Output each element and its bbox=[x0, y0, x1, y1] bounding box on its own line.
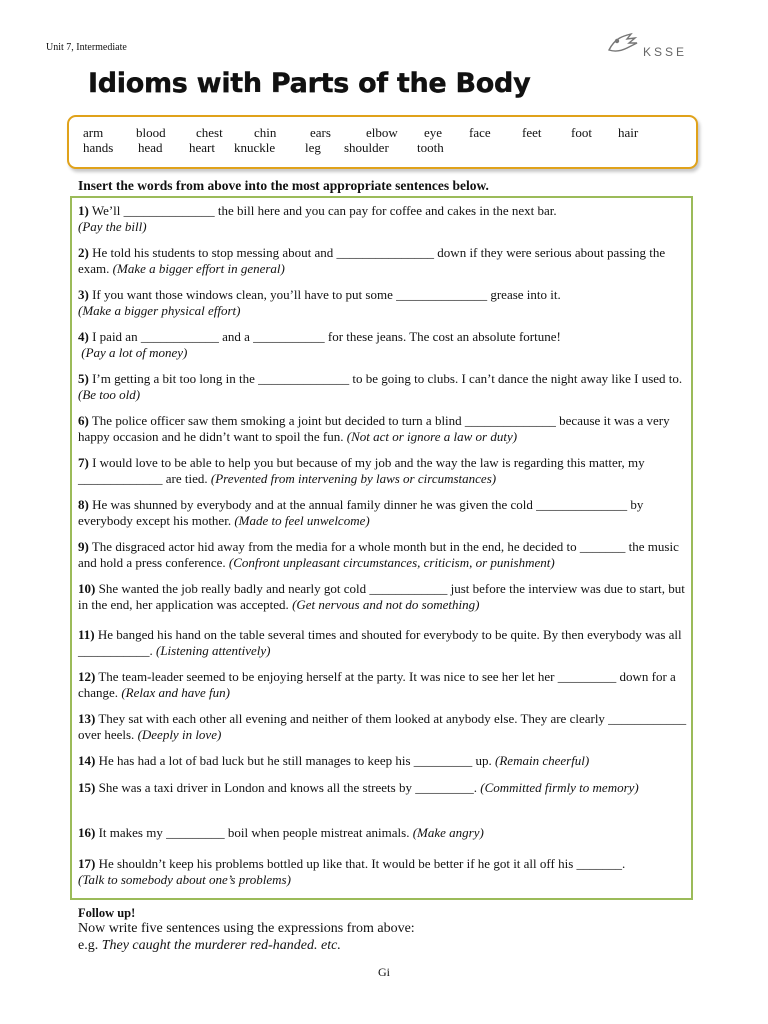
exercise-number: 15) bbox=[78, 780, 96, 795]
exercise-number: 12) bbox=[78, 669, 96, 684]
exercise-text: They sat with each other all evening and neither of them looked at anybody else. They are clearly ____________ over heels. bbox=[78, 711, 687, 742]
exercise-item bbox=[78, 581, 688, 612]
word-item: arm bbox=[83, 125, 104, 140]
exercise-item bbox=[78, 856, 688, 887]
exercise-item bbox=[78, 245, 688, 276]
exercise-text: He banged his hand on the table several times and shouted for everybody to be quite. By then everybody was all ___________. bbox=[78, 627, 682, 658]
exercise-item bbox=[78, 539, 688, 570]
exercise-hint: (Make a bigger physical effort) bbox=[78, 302, 241, 318]
exercise-text: He has had a lot of bad luck but he still manages to keep his _________ up. bbox=[95, 753, 496, 768]
exercise-number: 1) bbox=[78, 203, 89, 218]
exercise-number: 2) bbox=[78, 245, 89, 260]
exercise-text: She was a taxi driver in London and knows all the streets by _________. bbox=[95, 780, 481, 795]
exercise-text: He told his students to stop messing about and _______________ down if they were serious about passing the exam. bbox=[78, 245, 666, 276]
exercise-hint: (Relax and have fun) bbox=[121, 684, 230, 700]
exercise-number: 17) bbox=[78, 856, 96, 871]
word-item: foot bbox=[571, 125, 592, 140]
exercise-hint: (Make angry) bbox=[412, 825, 484, 840]
exercise-number: 5) bbox=[78, 371, 89, 386]
exercise-item bbox=[78, 329, 688, 360]
exercise-text: I’m getting a bit too long in the ______________ to be going to clubs. I can’t dance the night away like I used to. bbox=[88, 371, 683, 386]
exercise-hint: (Pay the bill) bbox=[78, 218, 147, 234]
exercise-text: The disgraced actor hid away from the media for a whole month but in the end, he decided to _______ the music and hold a press conference. bbox=[78, 539, 679, 570]
exercise-text: We’ll ______________ the bill here and you can pay for coffee and cakes in the next bar. bbox=[88, 203, 557, 218]
word-item: chest bbox=[196, 125, 223, 140]
exercise-number: 13) bbox=[78, 711, 96, 726]
word-item: heart bbox=[189, 140, 215, 155]
word-item: hands bbox=[83, 140, 114, 155]
exercise-number: 4) bbox=[78, 329, 89, 344]
exercise-item bbox=[78, 780, 688, 796]
exercise-number: 9) bbox=[78, 539, 89, 554]
exercise-text: He shouldn’t keep his problems bottled up like that. It would be better if he got it all off his _______. bbox=[95, 856, 626, 871]
word-bank-row-2 bbox=[83, 140, 683, 156]
word-item: chin bbox=[254, 125, 277, 140]
follow-up-heading: Follow up! bbox=[78, 906, 136, 920]
word-item: knuckle bbox=[234, 140, 276, 155]
exercise-item bbox=[78, 371, 688, 402]
exercise-hint: (Talk to somebody about one’s problems) bbox=[78, 871, 291, 887]
exercise-number: 8) bbox=[78, 497, 89, 512]
exercise-item bbox=[78, 627, 688, 658]
word-item: eye bbox=[424, 125, 443, 140]
exercise-text: If you want those windows clean, you’ll have to put some ______________ grease into it. bbox=[88, 287, 561, 302]
instruction-text: Insert the words from above into the most appropriate sentences below. bbox=[78, 178, 489, 193]
example-sentence: They caught the murderer red-handed. etc. bbox=[101, 938, 341, 953]
follow-up-instruction: Now write five sentences using the expressions from above: bbox=[78, 921, 415, 936]
exercise-item bbox=[78, 711, 688, 742]
exercise-text: The team-leader seemed to be enjoying herself at the party. It was nice to see her let her _________ down for a change. bbox=[78, 669, 676, 700]
exercise-item bbox=[78, 287, 688, 318]
exercise-number: 7) bbox=[78, 455, 89, 470]
word-bank-row-1 bbox=[83, 125, 683, 141]
word-item: elbow bbox=[366, 125, 398, 140]
exercise-item bbox=[78, 669, 688, 700]
exercise-number: 14) bbox=[78, 753, 96, 768]
exercise-hint: (Be too old) bbox=[78, 386, 141, 402]
example-prefix: e.g. bbox=[78, 938, 102, 953]
exercise-hint: (Get nervous and not do something) bbox=[292, 596, 480, 612]
exercise-number: 11) bbox=[78, 627, 95, 642]
exercise-hint: (Make a bigger effort in general) bbox=[112, 260, 285, 276]
exercise-text: I paid an ____________ and a ___________ for these jeans. The cost an absolute fortune! bbox=[88, 329, 561, 344]
word-item: shoulder bbox=[344, 140, 389, 155]
exercise-text: The police officer saw them smoking a joint but decided to turn a blind ______________ because it was a very happy occasion and he didn’t want to spoil the fun. bbox=[78, 413, 670, 444]
ksse-logo bbox=[605, 30, 705, 70]
word-item: ears bbox=[310, 125, 331, 140]
exercise-text: She wanted the job really badly and nearly got cold ____________ just before the interview was due to start, but in the end, her application was accepted. bbox=[78, 581, 685, 612]
exercise-text: He was shunned by everybody and at the annual family dinner he was given the cold ______________ by everybody except his mother. bbox=[78, 497, 644, 528]
exercise-number: 3) bbox=[78, 287, 89, 302]
exercise-item bbox=[78, 497, 688, 528]
exercise-hint: (Listening attentively) bbox=[156, 642, 271, 658]
follow-up-example bbox=[78, 938, 341, 954]
word-item: tooth bbox=[417, 140, 444, 155]
exercise-item bbox=[78, 455, 688, 486]
word-item: feet bbox=[522, 125, 542, 140]
word-item: face bbox=[469, 125, 491, 140]
word-item: blood bbox=[136, 125, 166, 140]
word-item: hair bbox=[618, 125, 639, 140]
exercise-hint: (Committed firmly to memory) bbox=[480, 780, 639, 795]
exercise-hint: (Remain cheerful) bbox=[495, 753, 590, 768]
logo-text: KSSE bbox=[643, 45, 688, 59]
unit-label: Unit 7, Intermediate bbox=[46, 42, 127, 53]
page-footer: Gi bbox=[378, 965, 390, 979]
word-bank bbox=[67, 115, 698, 169]
exercise-item bbox=[78, 413, 688, 444]
exercise-hint: (Made to feel unwelcome) bbox=[234, 512, 370, 528]
exercise-text: It makes my _________ boil when people mistreat animals. bbox=[95, 825, 413, 840]
exercise-item bbox=[78, 203, 688, 234]
exercise-number: 6) bbox=[78, 413, 89, 428]
page-title: Idioms with Parts of the Body bbox=[88, 68, 531, 99]
exercise-item bbox=[78, 825, 688, 841]
exercise-hint: (Prevented from intervening by laws or circumstances) bbox=[210, 470, 497, 486]
exercise-number: 10) bbox=[78, 581, 96, 596]
exercise-item bbox=[78, 753, 688, 769]
exercise-number: 16) bbox=[78, 825, 96, 840]
exercise-hint: (Not act or ignore a law or duty) bbox=[346, 428, 518, 444]
exercise-hint: (Confront unpleasant circumstances, criticism, or punishment) bbox=[228, 554, 555, 570]
exercise-hint: (Pay a lot of money) bbox=[81, 344, 188, 360]
bird-logo-icon bbox=[605, 30, 641, 58]
exercise-hint: (Deeply in love) bbox=[137, 726, 222, 742]
word-item: head bbox=[138, 140, 163, 155]
word-item: leg bbox=[305, 140, 321, 155]
exercise-text: I would love to be able to help you but because of my job and the way the law is regarding this matter, my _____________ are tied. bbox=[78, 455, 645, 486]
